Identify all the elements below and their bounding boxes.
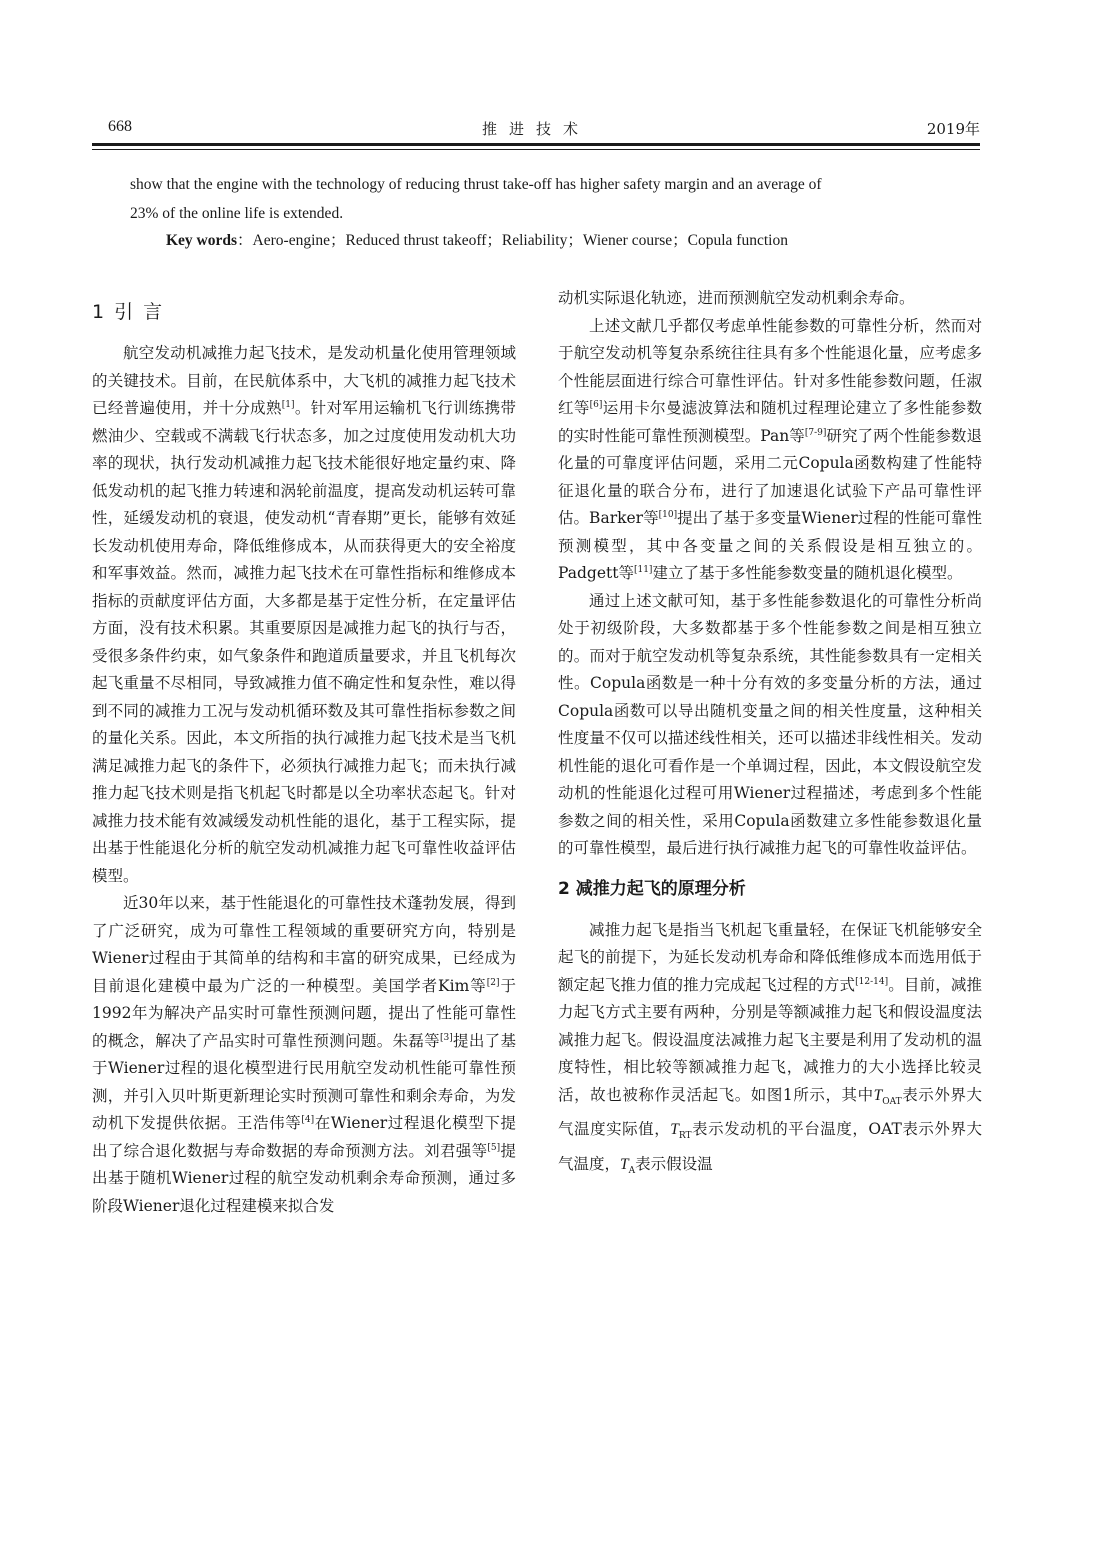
header-rule-thin xyxy=(92,149,980,150)
citation: [12-14] xyxy=(855,976,889,987)
paragraph: 减推力起飞是指当飞机起飞重量轻，在保证飞机能够安全起飞的前提下，为延长发动机寿命和降低维修成本而选用低于额定起飞推力值的推力完成起飞过程的方式[12-14]。目前，减推力起飞方式主要有两种，分别是等额减推力起飞和假设温度法减推力起飞。假设温度法减推力起飞主要是利用了发动机的温度特性，相比较等额减推力起飞，减推力的大小选择比较灵活，故也被称作灵活起飞。如图1所示，其中$T_{OAT}$表示外界大气温度实际值，$T_{RT}$表示发动机的平台温度，OAT表示外界大气温度，$T_A$表示假设温 xyxy=(558,920,982,1176)
journal-title: 推进技术 xyxy=(481,120,590,138)
left-column xyxy=(92,298,516,1220)
citation: [11] xyxy=(633,565,653,575)
year: 2019年 xyxy=(926,120,980,138)
paragraph: 航空发动机减推力起飞技术，是发动机量化使用管理领域的关键技术。目前，在民航体系中，大飞机的减推力起飞技术已经普遍使用，并十分成熟[1]。针对军用运输机飞行训练携带燃油少、空载或不满载飞行状态多，加之过度使用发动机大功率的现状，执行发动机减推力起飞技术能很好地定量约束、降低发动机的起飞推力转速和涡轮前温度，提高发动机运转可靠性，延缓发动机的衰退，使发动机“青春期”更长，能够有效延长发动机使用寿命，降低维修成本，从而获得更大的安全裕度和军事效益。然而，减推力起飞技术在可靠性指标和维修成本指标的贡献度评估方面，大多都是基于定性分析，在定量评估方面，没有技术积累。其重要原因是减推力起飞的执行与否，受很多条件约束，如气象条件和跑道质量要求，并且飞机每次起飞重量不尽相同，导致减推力值不确定性和复杂性，难以得到不同的减推力工况与发动机循环数及其可靠性指标参数之间的量化关系。因此，本文所指的执行减推力起飞技术是当飞机满足减推力起飞的条件下，必须执行减推力起飞；而未执行减推力起飞技术则是指飞机起飞时都是以全功率状态起飞。针对减推力技术能有效减缓发动机性能的退化，基于工程实际，提出基于性能退化分析的航空发动机减推力起飞可靠性收益评估模型。 xyxy=(92,344,516,885)
abstract-line-1: show that the engine with the technology of reducing thrust take-off has higher safety margin and an average of xyxy=(130,176,822,193)
citation: [5] xyxy=(487,1142,501,1153)
paragraph: 上述文献几乎都仅考虑单性能参数的可靠性分析，然而对于航空发动机等复杂系统往往具有多个性能退化量，应考虑多个性能层面进行综合可靠性评估。针对多性能参数问题，任淑红等[6]运用卡尔曼滤波算法和随机过程理论建立了多性能参数的实时性能可靠性预测模型。Pan等[7-9]研究了两个性能参数退化量的可靠度评估问题，采用二元Copula函数构建了性能特征退化量的联合分布，进行了加速退化试验下产品可靠性评估。Barker等[10]提出了基于多变量Wiener过程的性能可靠性预测模型，其中各变量之间的关系假设是相互独立的。Padgett等[11]建立了基于多性能参数变量的随机退化模型。 xyxy=(558,316,982,582)
citation: [3] xyxy=(439,1032,453,1043)
citation: [2] xyxy=(486,977,500,988)
keywords xyxy=(166,228,788,254)
paragraph: 近30年以来，基于性能退化的可靠性技术蓬勃发展，得到了广泛研究，成为可靠性工程领域的重要研究方向，特别是Wiener过程由于其简单的结构和丰富的研究成果，已经成为目前退化建模中最为广泛的一种模型。美国学者Kim等[2]于1992年为解决产品实时可靠性预测问题，提出了性能可靠性的概念，解决了产品实时可靠性预测问题。朱磊等[3]提出了基于Wiener过程的退化模型进行民用航空发动机性能可靠性预测，并引入贝叶斯更新理论实时预测可靠性和剩余寿命，为发动机下发提供依据。王浩伟等[4]在Wiener过程退化模型下提出了综合退化数据与寿命数据的寿命预测方法。刘君强等[5]提出基于随机Wiener过程的航空发动机剩余寿命预测，通过多阶段Wiener退化过程建模来拟合发 xyxy=(92,894,516,1215)
section-1-title: 1 引 言 xyxy=(92,301,165,323)
keywords-label: Key words xyxy=(166,232,238,249)
citation: [4] xyxy=(301,1115,315,1125)
page-number: 668 xyxy=(108,118,132,135)
right-column xyxy=(558,285,982,1185)
citation: [10] xyxy=(658,510,678,520)
citation: [6] xyxy=(589,400,603,410)
citation: [1] xyxy=(281,400,295,410)
paragraph: 通过上述文献可知，基于多性能参数退化的可靠性分析尚处于初级阶段，大多数都基于多个性能参数之间是相互独立的。而对于航空发动机等复杂系统，其性能参数具有一定相关性。Copula函数是一种十分有效的多变量分析的方法，通过Copula函数可以导出随机变量之间的相关性度量，这种相关性度量不仅可以描述线性相关，还可以描述非线性相关。发动机性能的退化可看作是一个单调过程，因此，本文假设航空发动机的性能退化过程可用Wiener过程描述，考虑到多个性能参数之间的相关性，采用Copula函数建立多性能参数退化量的可靠性模型，最后进行执行减推力起飞的可靠性收益评估。 xyxy=(558,591,982,857)
keywords-list: ：Aero-engine；Reduced thrust takeoff；Reliability；Wiener course；Copula function xyxy=(237,232,788,249)
header-rule-thick xyxy=(92,143,980,146)
abstract-line-2: 23% of the online life is extended. xyxy=(130,205,344,222)
citation: [7-9] xyxy=(804,427,827,438)
section-2-title: 2 减推力起飞的原理分析 xyxy=(558,878,746,899)
page-header xyxy=(92,116,980,142)
paragraph-continued: 动机实际退化轨迹，进而预测航空发动机剩余寿命。 xyxy=(558,289,915,307)
